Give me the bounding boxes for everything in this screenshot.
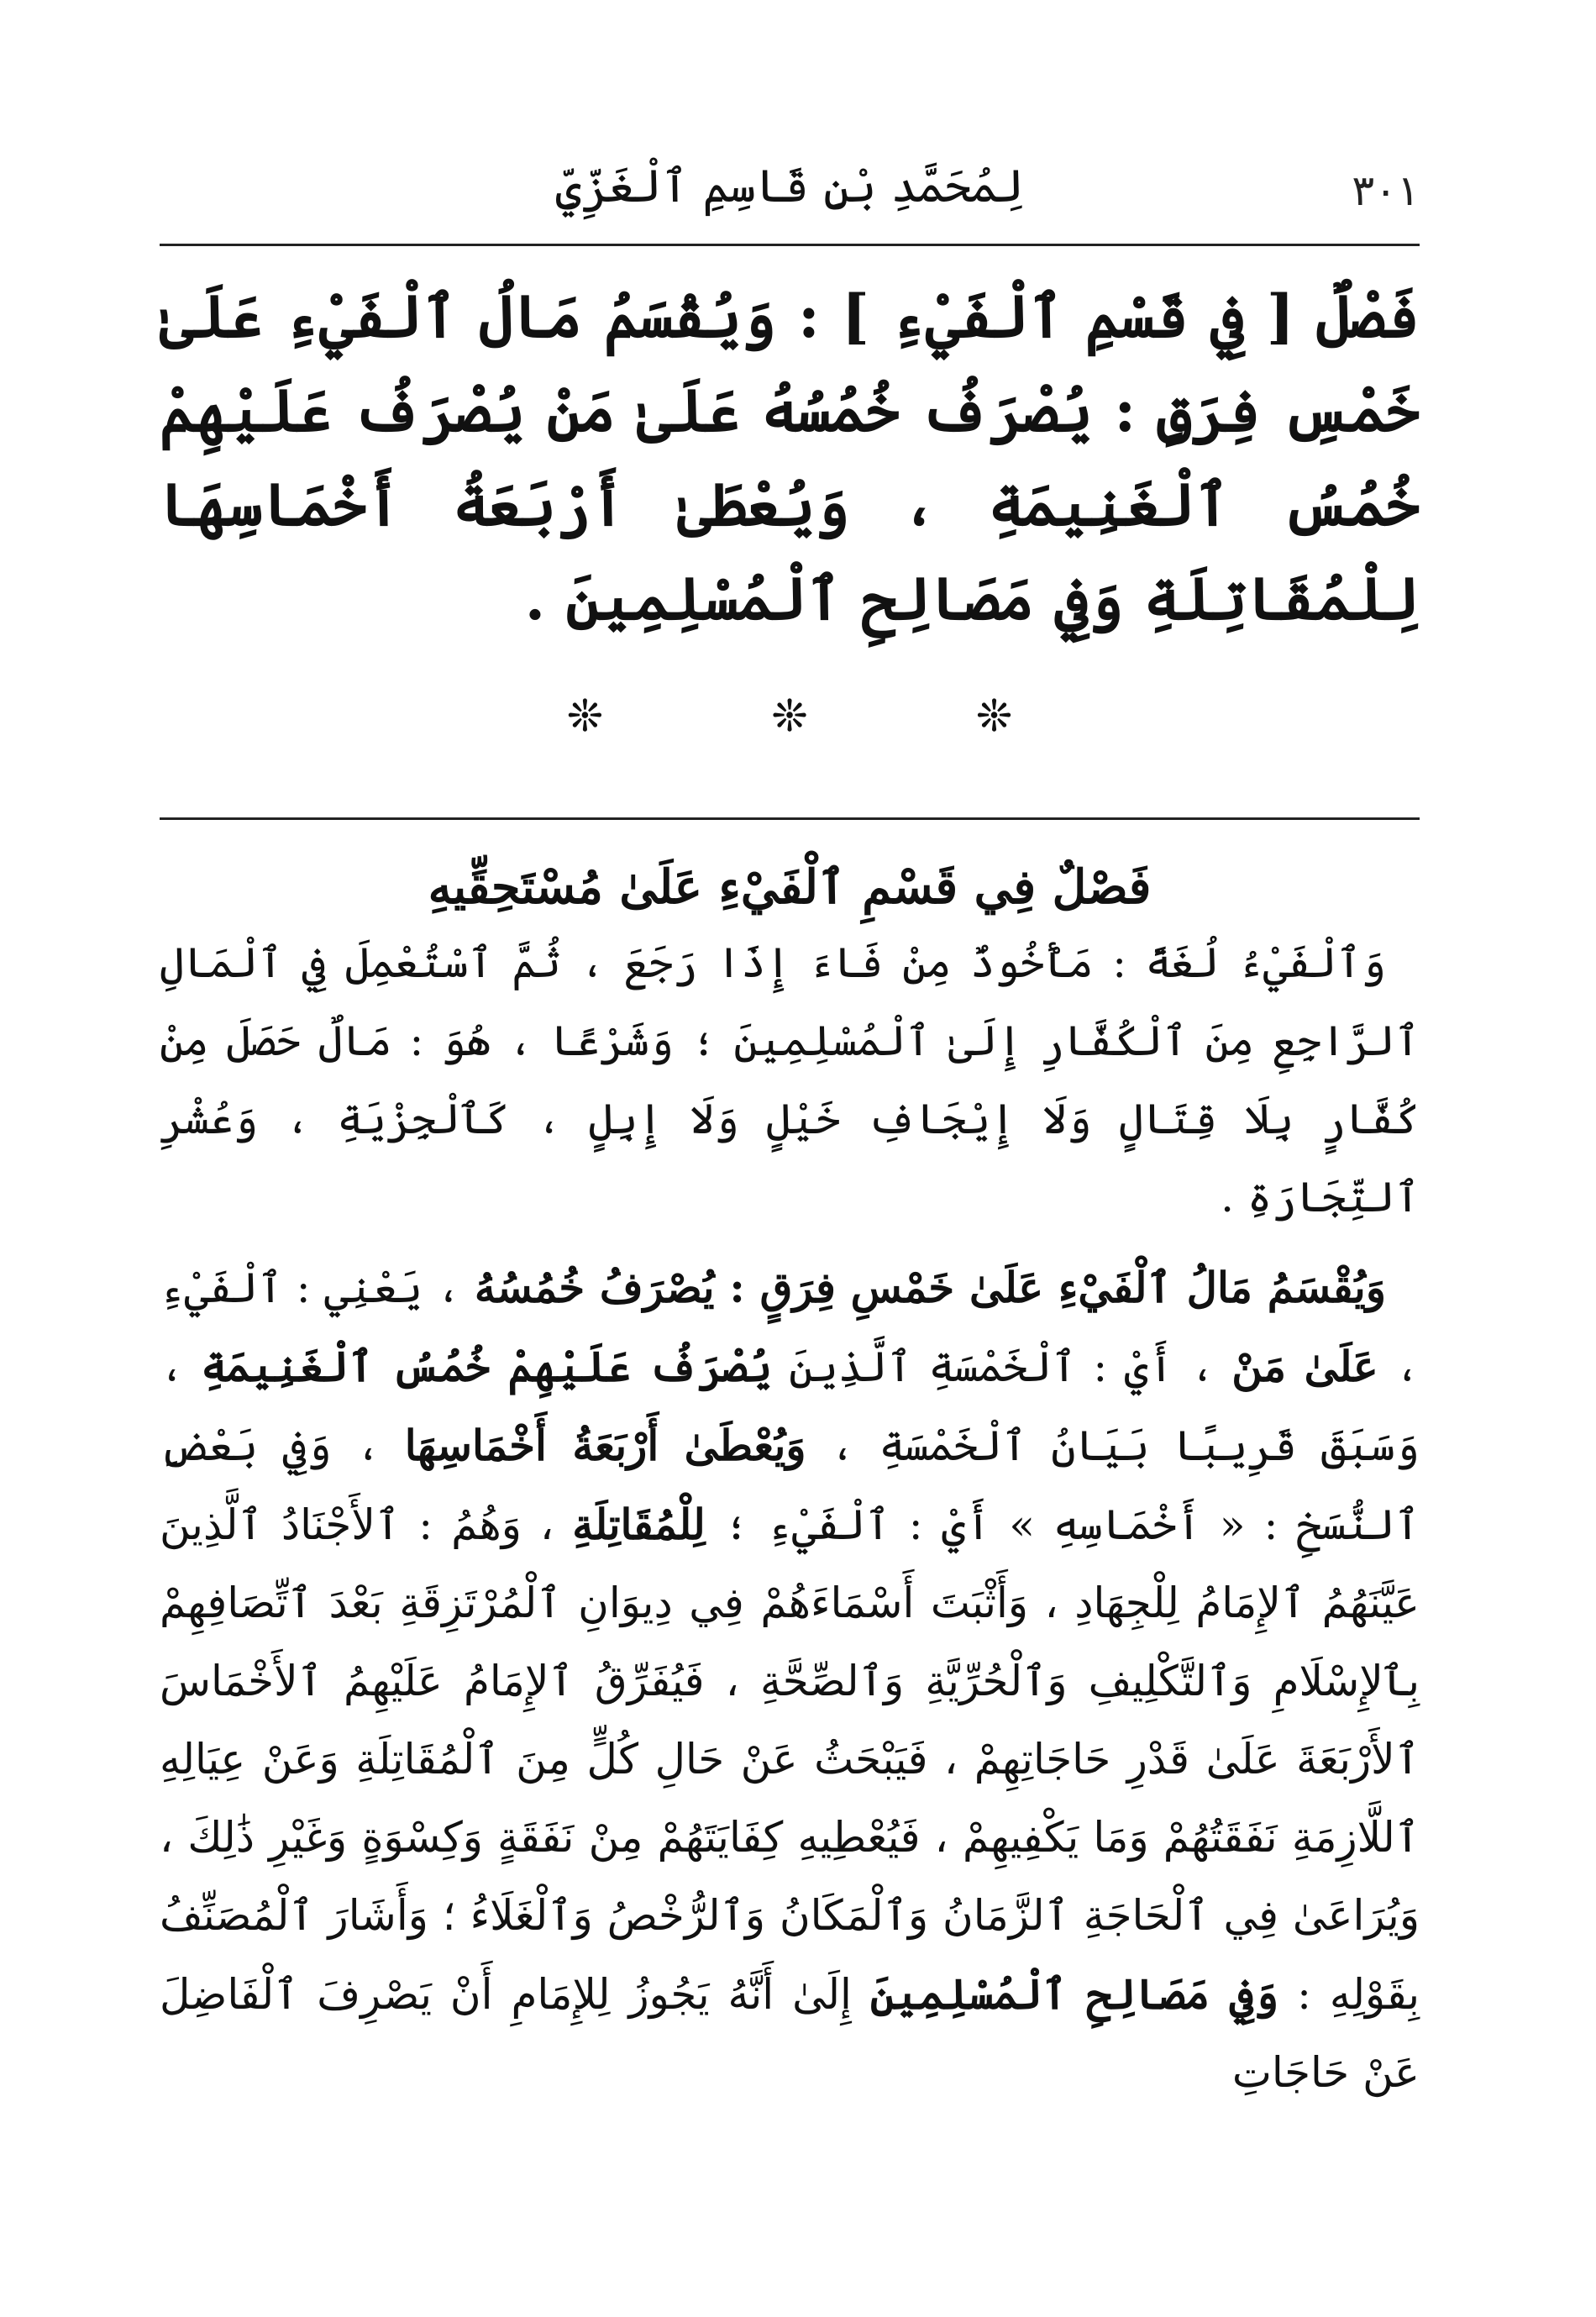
commentary-text: ، وَهُمُ : ٱلأَجْنَادُ ٱلَّذِينَ عَيَّنَهُمُ ٱلإِمَامُ لِلْجِهَادِ ، وَأَثْبَتَ أَسْمَاءَهُمْ فِي دِيوَانِ ٱلْمُرْتَزِقَةِ بَعْدَ ٱتِّصَافِهِمْ بِٱلإِسْلَامِ وَٱلتَّكْلِيفِ وَٱلْحُرِّيَّةِ وَٱلصِّحَّةِ ، فَيُفَرِّقُ ٱلإِمَامُ عَلَيْهِمُ ٱلأَخْمَاسَ ٱلأَرْبَعَةَ عَلَىٰ قَدْرِ حَاجَاتِهِمْ ، فَيَبْحَثُ عَنْ حَالِ كُلٍّ مِنَ ٱلْمُقَاتِلَةِ وَعَنْ عِيَالِهِ ٱللَّازِمَةِ نَفَقَتُهُمْ وَمَا يَكْفِيهِمْ ، فَيُعْطِيهِ كِفَايَتَهُمْ مِنْ نَفَقَةٍ وَكِسْوَةٍ وَغَيْرِ ذَٰلِكَ ، وَيُرَاعَىٰ فِي ٱلْحَاجَةِ ٱلزَّمَانُ وَٱلْمَكَانُ وَٱلرُّخْصُ وَٱلْغَلَاءُ ؛ وَأَشَارَ ٱلْمُصَنِّفُ بِقَوْلِهِ :: [160, 1500, 1420, 2019]
commentary-text: ، وَفِي بَعْضِ ٱلنُّسَخِ : « أَخْمَاسِهِ » أَيْ : ٱلْفَيْءِ ؛: [160, 1421, 1420, 1549]
star-icon: ❊: [975, 691, 1013, 742]
section-title: فَصْلٌ فِي قَسْمِ ٱلْفَيْءِ عَلَىٰ مُسْتَحِقِّيهِ: [428, 859, 1152, 915]
page-header: [160, 126, 1420, 244]
page-number: ٣٠١: [1352, 166, 1420, 215]
commentary-paragraph-1-text: وَٱلْفَيْءُ لُغَةً : مَأْخُوذٌ مِنْ فَاءَ إِذَا رَجَعَ ، ثُمَّ ٱسْتُعْمِلَ فِي ٱلْمَالِ ٱلرَّاجِعِ مِنَ ٱلْكُفَّارِ إِلَىٰ ٱلْمُسْلِمِينَ ؛ وَشَرْعًا ، هُوَ : مَالٌ حَصَلَ مِنْ كُفَّارٍ بِلَا قِتَالٍ وَلَا إِيْجَافِ خَيْلٍ وَلَا إِبِلٍ ، كَٱلْجِزْيَةِ ، وَعُشْرِ ٱلتِّجَارَةِ .: [160, 938, 1420, 1222]
section-rule: [160, 817, 1420, 820]
matn-bracket-title: [ فِي قَسْمِ ٱلْفَيْءِ ]: [841, 281, 1294, 351]
commentary-text: إِلَىٰ أَنَّهُ يَجُوزُ لِلإِمَامِ أَنْ يَصْرِفَ ٱلْفَاضِلَ عَنْ حَاجَاتِ: [160, 1970, 1420, 2097]
matn-quote: وَفِي مَصَالِحِ ٱلْمُسْلِمِينَ: [869, 1969, 1279, 2019]
book-page: [160, 126, 1420, 2243]
header-rule: [160, 244, 1420, 246]
commentary-paragraph-2: [160, 1248, 1420, 2112]
matn-quote: وَيُعْطَىٰ أَرْبَعَةُ أَخْمَاسِهَا: [404, 1421, 806, 1470]
running-title: لِمُحَمَّدِ بْنِ قَاسِمِ ٱلْغَزِّيِّ: [555, 160, 1024, 213]
commentary: [160, 924, 1420, 2112]
commentary-text: ، أَيْ : ٱلْخَمْسَةِ ٱلَّذِينَ: [789, 1342, 1215, 1391]
matn-quote: عَلَىٰ مَنْ: [1231, 1342, 1378, 1391]
star-separator: [160, 675, 1420, 759]
matn-body: : وَيُقْسَمُ مَالُ ٱلْفَيْءِ عَلَىٰ خَمْسِ فِرَقٍ : يُصْرَفُ خُمُسُهُ عَلَىٰ مَنْ يُصْرَفُ عَلَيْهِمْ خُمُسُ ٱلْغَنِيمَةِ ، وَيُعْطَىٰ أَرْبَعَةُ أَخْمَاسِهَا لِلْمُقَاتِلَةِ وَفِي مَصَالِحِ ٱلْمُسْلِمِينَ .: [160, 281, 1420, 633]
matn-quote: وَيُقْسَمُ مَالُ ٱلْفَيْءِ عَلَىٰ خَمْسِ فِرَقٍ : يُصْرَفُ خُمُسُهُ: [474, 1263, 1386, 1312]
commentary-text: ، يَعْنِي : ٱلْفَيْءِ ،: [160, 1264, 1420, 1391]
matn-quote: يُصْرَفُ عَلَيْهِمْ خُمُسُ ٱلْغَنِيمَةِ: [201, 1342, 773, 1391]
matn-fasl-label: فَصْلٌ: [1315, 281, 1420, 351]
commentary-text: ، وَسَبَقَ قَرِيبًا بَيَانُ ٱلْخَمْسَةِ ،: [160, 1342, 1420, 1470]
matn-text: [160, 270, 1420, 646]
commentary-paragraph-1: [160, 924, 1420, 1237]
star-icon: ❊: [771, 691, 808, 742]
star-icon: ❊: [566, 691, 604, 742]
matn-quote: لِلْمُقَاتِلَةِ: [572, 1500, 706, 1549]
